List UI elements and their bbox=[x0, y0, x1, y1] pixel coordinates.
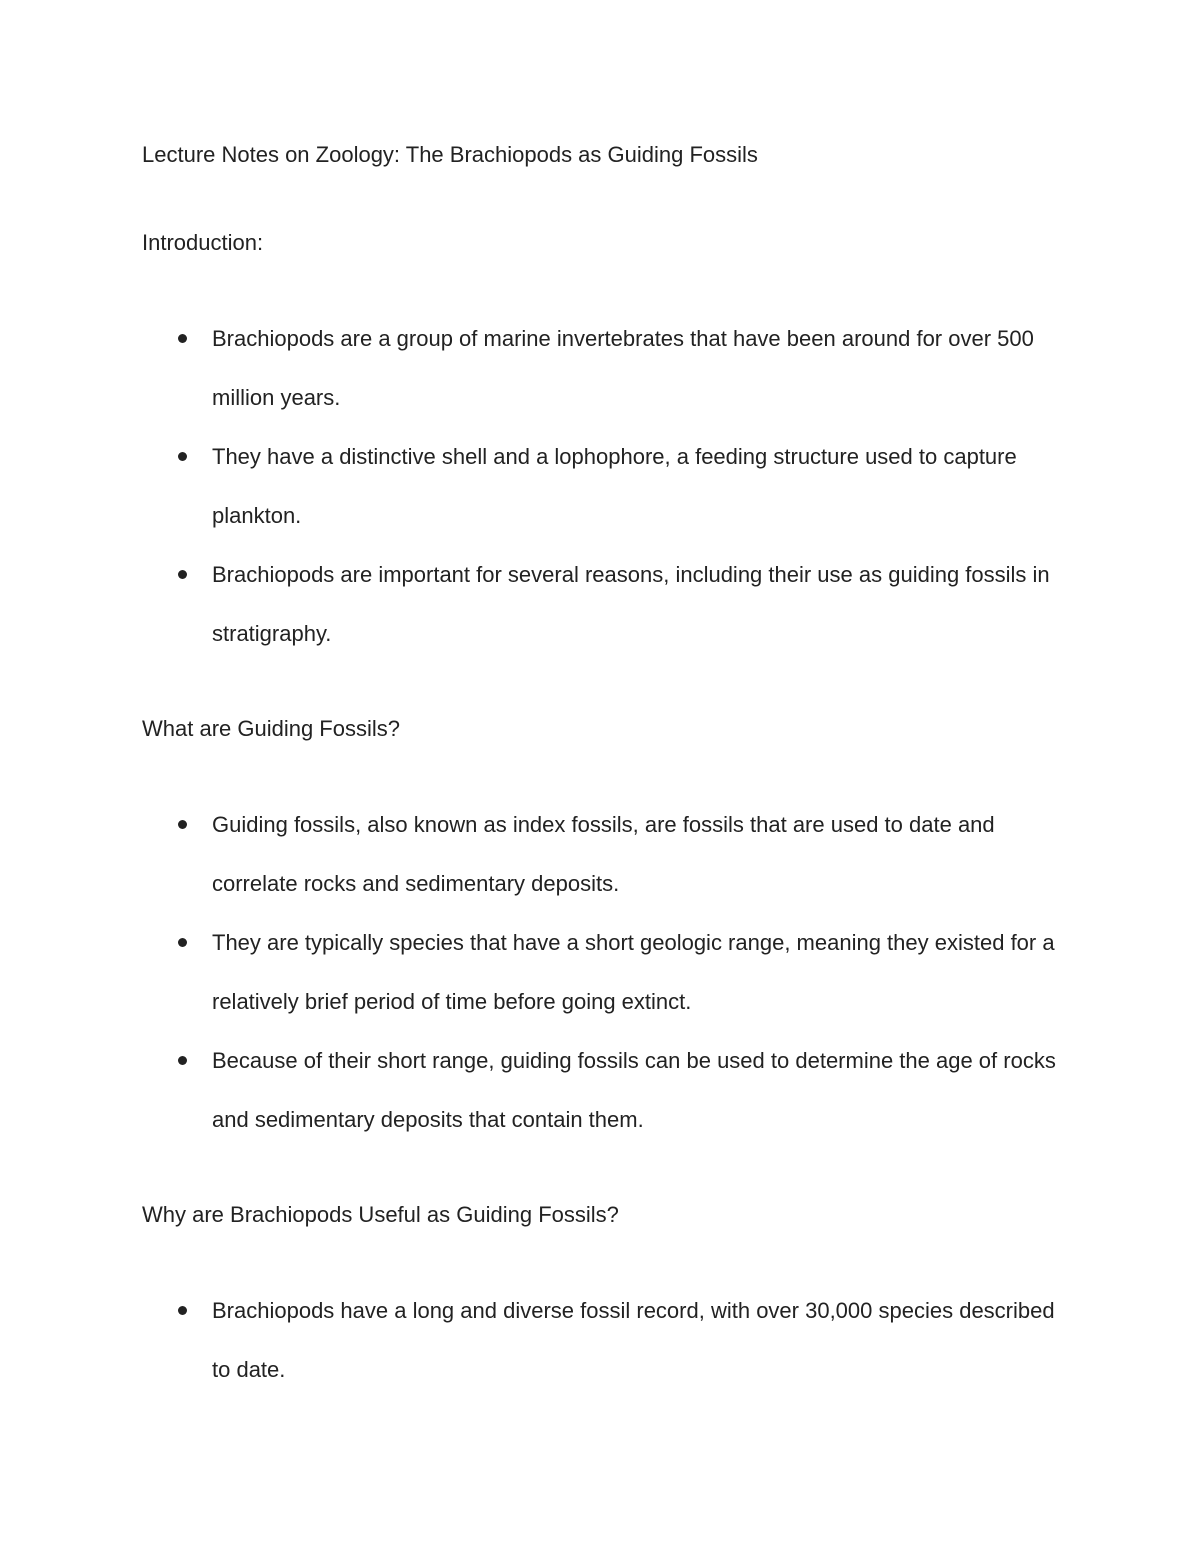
list-item bbox=[142, 1281, 1072, 1399]
bullet-icon bbox=[178, 570, 187, 579]
bullet-icon bbox=[178, 1306, 187, 1315]
bullet-icon bbox=[178, 938, 187, 947]
introduction-bullet-list bbox=[142, 309, 1072, 663]
list-item bbox=[142, 545, 1072, 663]
section-heading-introduction: Introduction: bbox=[142, 230, 264, 255]
section-heading-why-brachiopods: Why are Brachiopods Useful as Guiding Fossils? bbox=[142, 1202, 619, 1227]
list-item-text: They have a distinctive shell and a lophophore, a feeding structure used to capture plankton. bbox=[212, 444, 1017, 528]
document-title: Lecture Notes on Zoology: The Brachiopods as Guiding Fossils bbox=[142, 142, 758, 167]
why-brachiopods-bullet-list bbox=[142, 1281, 1072, 1399]
guiding-fossils-bullet-list bbox=[142, 795, 1072, 1149]
list-item-text: Guiding fossils, also known as index fossils, are fossils that are used to date and correlate rocks and sedimentary deposits. bbox=[212, 812, 995, 896]
bullet-icon bbox=[178, 1056, 187, 1065]
list-item bbox=[142, 1031, 1072, 1149]
list-item bbox=[142, 427, 1072, 545]
list-item bbox=[142, 913, 1072, 1031]
list-item bbox=[142, 795, 1072, 913]
document-content bbox=[142, 133, 1072, 1443]
list-item-text: Brachiopods are important for several reasons, including their use as guiding fossils in stratigraphy. bbox=[212, 562, 1050, 646]
bullet-icon bbox=[178, 820, 187, 829]
list-item-text: Brachiopods are a group of marine invertebrates that have been around for over 500 million years. bbox=[212, 326, 1034, 410]
list-item bbox=[142, 309, 1072, 427]
section-heading-guiding-fossils: What are Guiding Fossils? bbox=[142, 716, 400, 741]
list-item-text: Brachiopods have a long and diverse fossil record, with over 30,000 species described to date. bbox=[212, 1298, 1055, 1382]
list-item-text: They are typically species that have a short geologic range, meaning they existed for a relatively brief period of time before going extinct. bbox=[212, 930, 1055, 1014]
bullet-icon bbox=[178, 334, 187, 343]
list-item-text: Because of their short range, guiding fossils can be used to determine the age of rocks and sedimentary deposits that contain them. bbox=[212, 1048, 1056, 1132]
bullet-icon bbox=[178, 452, 187, 461]
